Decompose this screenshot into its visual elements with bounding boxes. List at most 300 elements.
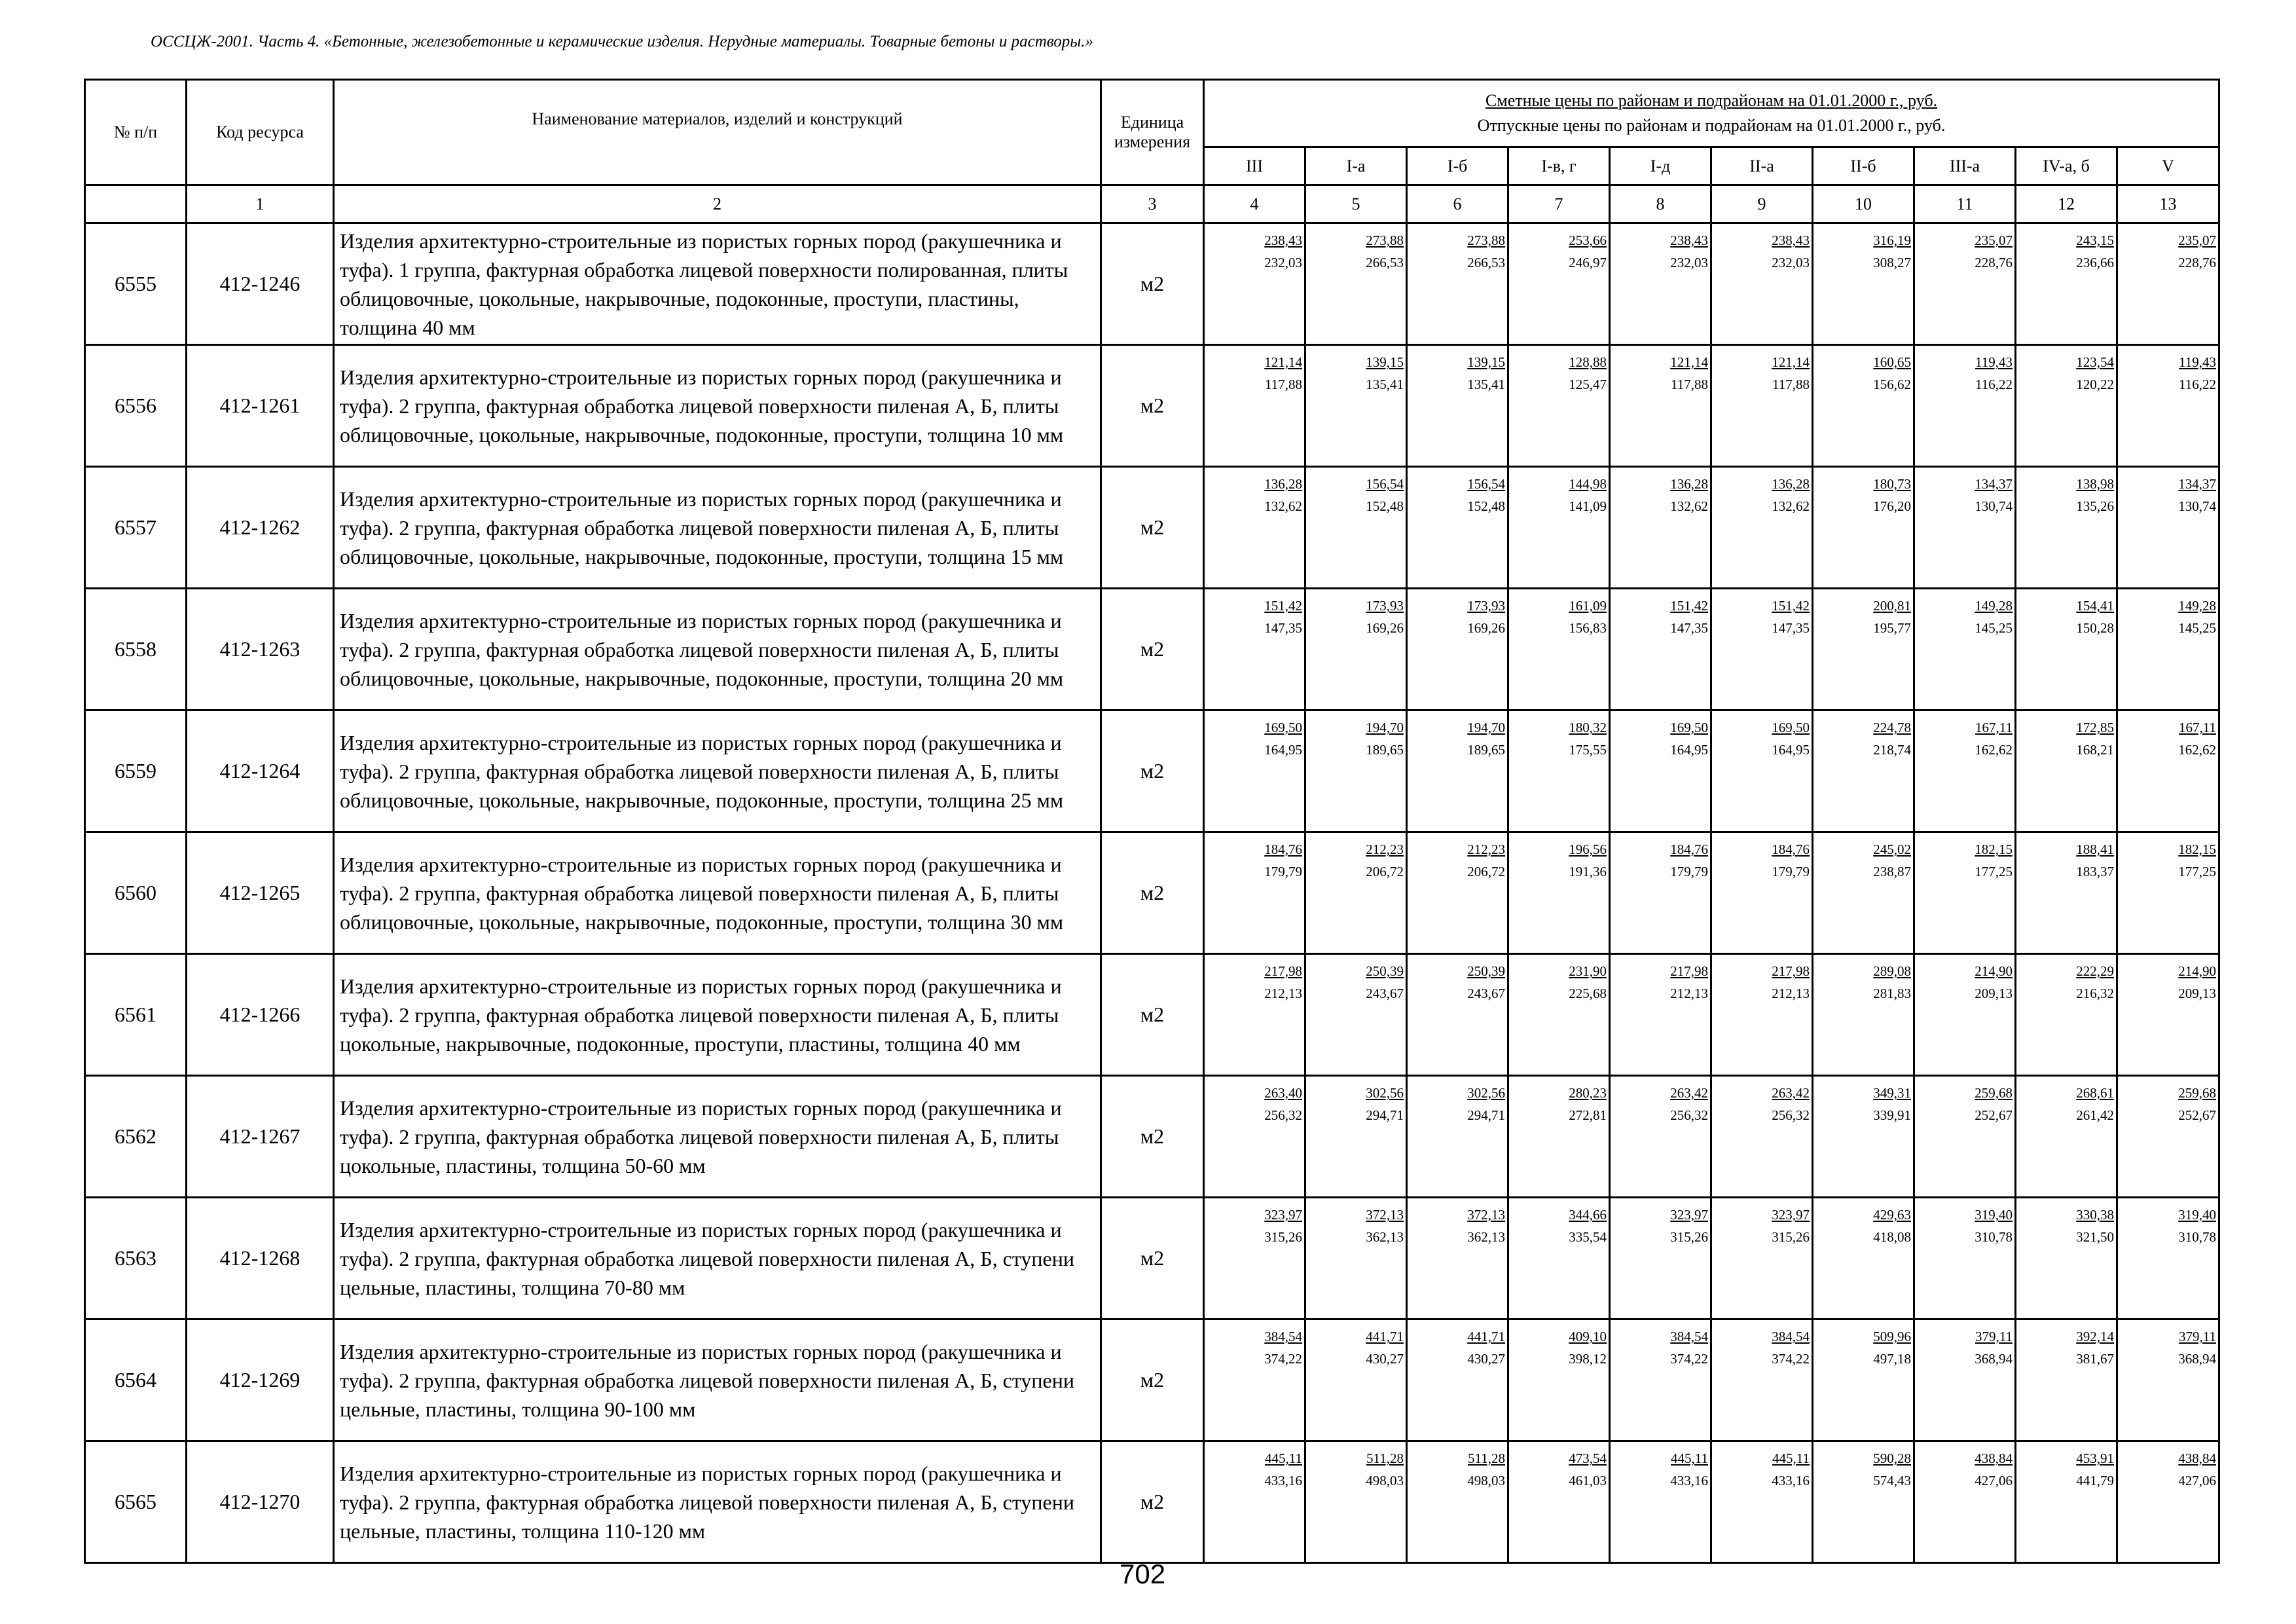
price-cell [2016,345,2117,467]
unit-of-measure: м2 [1101,710,1204,832]
col-header-code: Код ресурса [187,80,334,185]
price-cell [1914,223,2016,345]
price-cell [1711,467,1813,589]
price-cell [1914,1076,2016,1198]
price-cell [1914,954,2016,1076]
release-price: 232,03 [1264,255,1302,270]
unit-of-measure: м2 [1101,589,1204,710]
row-number: 6562 [85,1076,187,1198]
row-number: 6557 [85,467,187,589]
price-cell [2117,1441,2219,1563]
release-price: 162,62 [1975,742,2013,758]
price-cell [1610,345,1711,467]
price-cell [1407,1198,1508,1320]
price-cell [1204,467,1305,589]
estimate-price: 188,41 [2076,841,2114,857]
release-price: 169,26 [1467,620,1505,636]
estimate-price: 445,11 [1265,1450,1302,1466]
release-price: 179,79 [1670,864,1708,879]
region-header: II-б [1813,147,1914,185]
region-header: I-в, г [1508,147,1610,185]
price-cell [1813,1320,1914,1441]
price-cell [2117,467,2219,589]
estimate-price: 167,11 [1975,720,2013,735]
price-cell [1813,1198,1914,1320]
release-price: 147,35 [1772,620,1810,636]
estimate-price: 134,37 [1975,476,2013,492]
resource-code: 412-1269 [187,1320,334,1441]
estimate-price: 238,43 [1670,232,1708,248]
estimate-price: 161,09 [1569,598,1607,614]
release-price: 164,95 [1670,742,1708,758]
price-cell [1508,710,1610,832]
price-cell [1407,832,1508,954]
estimate-price: 238,43 [1264,232,1302,248]
release-price: 218,74 [1873,742,1911,758]
table-row [85,954,2219,1076]
price-cell [1407,1076,1508,1198]
estimate-price: 149,28 [2178,598,2217,614]
estimate-price: 316,19 [1873,232,1911,248]
estimate-price: 212,23 [1366,841,1404,857]
estimate-price: 250,39 [1467,963,1505,979]
release-price: 150,28 [2076,620,2114,636]
release-price: 243,67 [1366,986,1404,1001]
release-price: 179,79 [1264,864,1302,879]
estimate-price: 169,50 [1264,720,1302,735]
price-cell [1813,954,1914,1076]
row-number: 6559 [85,710,187,832]
release-price: 362,13 [1366,1229,1404,1245]
price-cell [1407,954,1508,1076]
unit-of-measure: м2 [1101,467,1204,589]
price-cell [1407,467,1508,589]
material-name: Изделия архитектурно-строительные из пористых горных пород (ракушечника и туфа). 1 группа, фактурная обработка лицевой поверхности полированная, плиты облицовочные, цокольные, накрывочные, подоконные, проступи, пластины, толщина 40 мм [334,223,1101,345]
estimate-price: 200,81 [1873,598,1911,614]
release-price: 130,74 [2178,498,2217,514]
table-row [85,1076,2219,1198]
price-cell [1508,467,1610,589]
release-price: 256,32 [1264,1107,1302,1123]
unit-of-measure: м2 [1101,1198,1204,1320]
release-price: 433,16 [1670,1473,1708,1488]
estimate-price: 268,61 [2076,1085,2114,1101]
column-number: 5 [1305,185,1407,223]
release-price: 433,16 [1772,1473,1810,1488]
release-price: 212,13 [1264,986,1302,1001]
estimate-price: 349,31 [1873,1085,1911,1101]
unit-of-measure: м2 [1101,1076,1204,1198]
release-price: 135,41 [1366,377,1404,392]
estimate-price: 172,85 [2076,720,2114,735]
estimate-price: 224,78 [1873,720,1911,735]
release-price: 236,66 [2076,255,2114,270]
release-price: 256,32 [1772,1107,1810,1123]
release-price: 152,48 [1467,498,1505,514]
column-number: 10 [1813,185,1914,223]
price-cell [1914,345,2016,467]
col-header-unit: Единица измерения [1101,80,1204,185]
release-price: 427,06 [2178,1473,2217,1488]
price-cell [1305,1198,1407,1320]
release-price: 147,35 [1264,620,1302,636]
release-price: 162,62 [2178,742,2217,758]
price-cell [1711,223,1813,345]
release-price: 335,54 [1569,1229,1607,1245]
price-cell [1813,589,1914,710]
price-cell [1711,1320,1813,1441]
release-price: 228,76 [1975,255,2013,270]
estimate-price: 182,15 [1975,841,2013,857]
material-name: Изделия архитектурно-строительные из пористых горных пород (ракушечника и туфа). 2 группа, фактурная обработка лицевой поверхности пиленая А, Б, плиты облицовочные, цокольные, накрывочные, подоконные, проступи, толщина 20 мм [334,589,1101,710]
price-cell [2016,223,2117,345]
release-price: 498,03 [1467,1473,1505,1488]
estimate-price: 180,32 [1569,720,1607,735]
estimate-price: 289,08 [1873,963,1911,979]
unit-of-measure: м2 [1101,223,1204,345]
document-header: ОССЦЖ-2001. Часть 4. «Бетонные, железобетонные и керамические изделия. Нерудные материалы. Товарные бетоны и растворы.» [151,33,1093,50]
price-cell [2117,1320,2219,1441]
release-price: 117,88 [1671,377,1708,392]
estimate-price: 214,90 [2178,963,2217,979]
release-price: 281,83 [1873,986,1911,1001]
estimate-price: 590,28 [1873,1450,1911,1466]
estimate-price: 123,54 [2076,354,2114,370]
region-header: I-д [1610,147,1711,185]
price-cell [1407,345,1508,467]
price-cell [1407,223,1508,345]
estimate-price: 302,56 [1467,1085,1505,1101]
release-price: 243,67 [1467,986,1505,1001]
release-price: 209,13 [2178,986,2217,1001]
row-number: 6558 [85,589,187,710]
estimate-price: 184,76 [1264,841,1302,857]
release-price: 164,95 [1264,742,1302,758]
release-price: 132,62 [1670,498,1708,514]
price-cell [1711,589,1813,710]
price-cell [1711,954,1813,1076]
release-price: 256,32 [1670,1107,1708,1123]
resource-code: 412-1267 [187,1076,334,1198]
release-price: 225,68 [1569,986,1607,1001]
release-price: 368,94 [1975,1351,2013,1367]
release-price: 132,62 [1772,498,1810,514]
resource-code: 412-1266 [187,954,334,1076]
estimate-price: 263,40 [1264,1085,1302,1101]
estimate-price: 445,11 [1671,1450,1708,1466]
estimate-price: 119,43 [1975,354,2013,370]
estimate-price: 302,56 [1366,1085,1404,1101]
resource-code: 412-1265 [187,832,334,954]
column-number: 13 [2117,185,2219,223]
estimate-price: 263,42 [1670,1085,1708,1101]
price-cell [1914,589,2016,710]
estimate-price: 384,54 [1264,1329,1302,1344]
row-number: 6555 [85,223,187,345]
estimate-price: 511,28 [1468,1450,1505,1466]
release-price: 497,18 [1873,1351,1911,1367]
material-name: Изделия архитектурно-строительные из пористых горных пород (ракушечника и туфа). 2 группа, фактурная обработка лицевой поверхности пиленая А, Б, ступени цельные, пластины, толщина 90-100 мм [334,1320,1101,1441]
release-price: 168,21 [2076,742,2114,758]
estimate-price: 392,14 [2076,1329,2114,1344]
price-cell [1204,954,1305,1076]
price-cell [2117,710,2219,832]
estimate-price: 323,97 [1264,1207,1302,1223]
estimate-price: 319,40 [2178,1207,2217,1223]
region-header: II-а [1711,147,1813,185]
release-price: 374,22 [1264,1351,1302,1367]
price-cell [1305,1441,1407,1563]
estimate-price: 231,90 [1569,963,1607,979]
release-price: 169,26 [1366,620,1404,636]
release-price: 179,79 [1772,864,1810,879]
estimate-price: 323,97 [1772,1207,1810,1223]
material-name: Изделия архитектурно-строительные из пористых горных пород (ракушечника и туфа). 2 группа, фактурная обработка лицевой поверхности пиленая А, Б, ступени цельные, пластины, толщина 110-120 мм [334,1441,1101,1563]
price-cell [1813,1441,1914,1563]
price-cell [2117,832,2219,954]
price-cell [2117,1076,2219,1198]
estimate-price: 194,70 [1467,720,1505,735]
price-cell [1407,589,1508,710]
estimate-price: 384,54 [1670,1329,1708,1344]
release-price: 294,71 [1366,1107,1404,1123]
estimate-price: 445,11 [1772,1450,1810,1466]
price-cell [1813,345,1914,467]
unit-of-measure: м2 [1101,832,1204,954]
price-cell [2016,954,2117,1076]
release-price: 272,81 [1569,1107,1607,1123]
release-price: 374,22 [1772,1351,1810,1367]
release-price: 430,27 [1366,1351,1404,1367]
release-price: 130,74 [1975,498,2013,514]
price-cell [1508,223,1610,345]
table-row [85,345,2219,467]
column-number: 8 [1610,185,1711,223]
release-price: 310,78 [2178,1229,2217,1245]
price-cell [1914,467,2016,589]
price-cell [1305,1320,1407,1441]
price-cell [2117,589,2219,710]
price-cell [1407,1320,1508,1441]
material-name: Изделия архитектурно-строительные из пористых горных пород (ракушечника и туфа). 2 группа, фактурная обработка лицевой поверхности пиленая А, Б, плиты облицовочные, цокольные, накрывочные, подоконные, проступи, толщина 30 мм [334,832,1101,954]
estimate-price: 438,84 [2178,1450,2217,1466]
price-cell [1508,832,1610,954]
column-number: 3 [1101,185,1204,223]
release-price: 374,22 [1670,1351,1708,1367]
release-price: 206,72 [1467,864,1505,879]
table-row [85,467,2219,589]
release-price: 398,12 [1569,1351,1607,1367]
resource-code: 412-1268 [187,1198,334,1320]
unit-of-measure: м2 [1101,954,1204,1076]
prices-title-release: Отпускные цены по районам и подрайонам на 01.01.2000 г., руб. [1477,116,1946,135]
estimate-price: 235,07 [1975,232,2013,248]
prices-title-estimate: Сметные цены по районам и подрайонам на 01.01.2000 г., руб. [1485,91,1938,110]
release-price: 212,13 [1670,986,1708,1001]
estimate-price: 441,71 [1467,1329,1505,1344]
release-price: 315,26 [1772,1229,1810,1245]
estimate-price: 196,56 [1569,841,1607,857]
estimate-price: 259,68 [1975,1085,2013,1101]
price-cell [1305,467,1407,589]
region-header: III-а [1914,147,2016,185]
estimate-price: 151,42 [1670,598,1708,614]
price-cell [1711,345,1813,467]
price-cell [1711,710,1813,832]
estimate-price: 136,28 [1772,476,1810,492]
price-cell [1813,223,1914,345]
column-number: 11 [1914,185,2016,223]
release-price: 574,43 [1873,1473,1911,1488]
estimate-price: 253,66 [1569,232,1607,248]
page-number: 702 [1120,1559,1166,1589]
release-price: 308,27 [1873,255,1911,270]
price-cell [1305,954,1407,1076]
unit-of-measure: м2 [1101,1441,1204,1563]
column-number: 12 [2016,185,2117,223]
estimate-price: 330,38 [2076,1207,2114,1223]
estimate-price: 409,10 [1569,1329,1607,1344]
price-cell [1610,1441,1711,1563]
release-price: 266,53 [1467,255,1505,270]
estimate-price: 217,98 [1772,963,1810,979]
price-cell [2016,1076,2117,1198]
price-cell [2016,710,2117,832]
column-number: 4 [1204,185,1305,223]
estimate-price: 180,73 [1873,476,1911,492]
release-price: 147,35 [1670,620,1708,636]
release-price: 238,87 [1873,864,1911,879]
release-price: 294,71 [1467,1107,1505,1123]
release-price: 339,91 [1873,1107,1911,1123]
region-header: IV-а, б [2016,147,2117,185]
estimate-price: 139,15 [1366,354,1404,370]
release-price: 232,03 [1772,255,1810,270]
release-price: 189,65 [1467,742,1505,758]
price-cell [1813,710,1914,832]
estimate-price: 144,98 [1569,476,1607,492]
release-price: 368,94 [2178,1351,2217,1367]
price-cell [1914,710,2016,832]
row-number: 6565 [85,1441,187,1563]
price-cell [1610,223,1711,345]
release-price: 135,26 [2076,498,2114,514]
estimate-price: 259,68 [2178,1085,2217,1101]
release-price: 461,03 [1569,1473,1607,1488]
estimate-price: 263,42 [1772,1085,1810,1101]
release-price: 252,67 [1975,1107,2013,1123]
price-cell [1204,1198,1305,1320]
estimate-price: 194,70 [1366,720,1404,735]
estimate-price: 379,11 [2179,1329,2217,1344]
release-price: 261,42 [2076,1107,2114,1123]
material-name: Изделия архитектурно-строительные из пористых горных пород (ракушечника и туфа). 2 группа, фактурная обработка лицевой поверхности пиленая А, Б, ступени цельные, пластины, толщина 70-80 мм [334,1198,1101,1320]
price-cell [1914,832,2016,954]
price-cell [1508,589,1610,710]
table-row [85,1320,2219,1441]
estimate-price: 473,54 [1569,1450,1607,1466]
estimate-price: 156,54 [1366,476,1404,492]
estimate-price: 154,41 [2076,598,2114,614]
price-cell [2117,954,2219,1076]
estimate-price: 121,14 [1670,354,1708,370]
release-price: 212,13 [1772,986,1810,1001]
row-number: 6560 [85,832,187,954]
price-cell [1813,467,1914,589]
estimate-price: 151,42 [1772,598,1810,614]
estimate-price: 280,23 [1569,1085,1607,1101]
estimate-price: 160,65 [1873,354,1911,370]
release-price: 362,13 [1467,1229,1505,1245]
estimate-price: 323,97 [1670,1207,1708,1223]
price-cell [1305,589,1407,710]
estimate-price: 139,15 [1467,354,1505,370]
estimate-price: 149,28 [1975,598,2013,614]
estimate-price: 273,88 [1366,232,1404,248]
estimate-price: 121,14 [1264,354,1302,370]
price-cell [1508,1076,1610,1198]
release-price: 195,77 [1873,620,1911,636]
release-price: 117,88 [1265,377,1302,392]
resource-code: 412-1263 [187,589,334,710]
price-cell [2117,345,2219,467]
release-price: 189,65 [1366,742,1404,758]
release-price: 266,53 [1366,255,1404,270]
region-header: V [2117,147,2219,185]
release-price: 498,03 [1366,1473,1404,1488]
estimate-price: 138,98 [2076,476,2114,492]
estimate-price: 441,71 [1366,1329,1404,1344]
release-price: 321,50 [2076,1229,2114,1245]
release-price: 156,62 [1873,377,1911,392]
resource-code: 412-1270 [187,1441,334,1563]
table-row [85,710,2219,832]
resource-code: 412-1264 [187,710,334,832]
price-table [84,79,2220,1564]
region-header: III [1204,147,1305,185]
estimate-price: 245,02 [1873,841,1911,857]
release-price: 145,25 [1975,620,2013,636]
row-number: 6561 [85,954,187,1076]
release-price: 125,47 [1569,377,1607,392]
region-header: I-а [1305,147,1407,185]
resource-code: 412-1246 [187,223,334,345]
release-price: 141,09 [1569,498,1607,514]
price-cell [2016,832,2117,954]
estimate-price: 156,54 [1467,476,1505,492]
estimate-price: 453,91 [2076,1450,2114,1466]
price-cell [1204,1441,1305,1563]
estimate-price: 134,37 [2178,476,2217,492]
price-cell [1204,345,1305,467]
price-cell [1610,589,1711,710]
price-cell [1610,1076,1711,1198]
column-number: 2 [334,185,1101,223]
estimate-price: 121,14 [1772,354,1810,370]
region-header: I-б [1407,147,1508,185]
price-cell [1610,1198,1711,1320]
price-cell [1711,832,1813,954]
price-cell [1508,345,1610,467]
release-price: 120,22 [2076,377,2114,392]
release-price: 132,62 [1264,498,1302,514]
price-cell [1711,1198,1813,1320]
price-cell [1407,710,1508,832]
estimate-price: 212,23 [1467,841,1505,857]
release-price: 164,95 [1772,742,1810,758]
material-name: Изделия архитектурно-строительные из пористых горных пород (ракушечника и туфа). 2 группа, фактурная обработка лицевой поверхности пиленая А, Б, плиты цокольные, накрывочные, подоконные, проступи, пластины, толщина 40 мм [334,954,1101,1076]
estimate-price: 344,66 [1569,1207,1607,1223]
